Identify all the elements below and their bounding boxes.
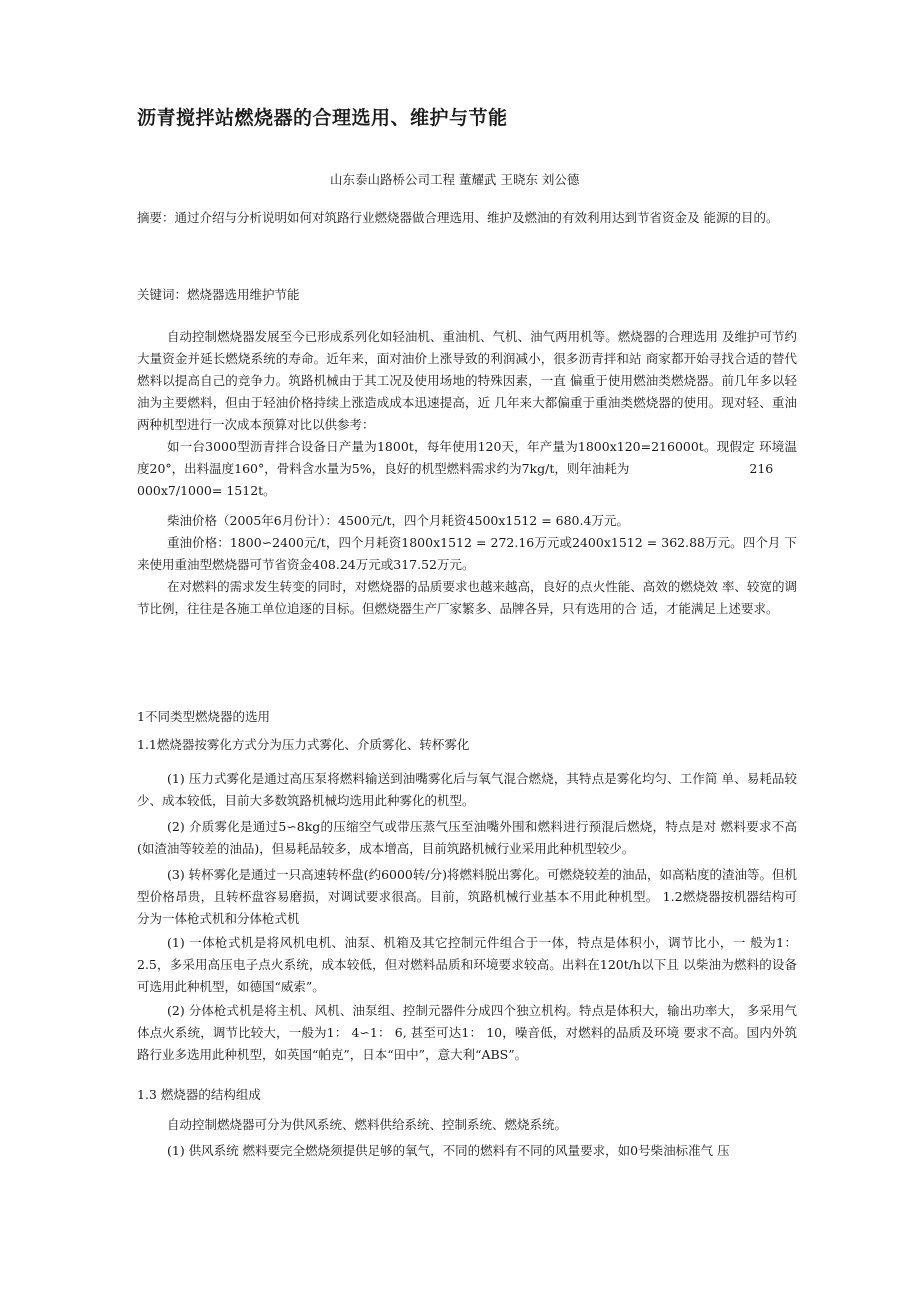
section-heading-1-3: 1.3 燃烧器的结构组成 <box>137 1087 261 1102</box>
intro-paragraph <box>137 436 797 480</box>
document-title: 沥青搅拌站燃烧器的合理选用、维护与节能 <box>137 107 508 129</box>
abstract-paragraph: 摘要：通过介绍与分析说明如何对筑路行业燃烧器做合理选用、维护及燃油的有效利用达到节省资金及 能源的目的。 <box>137 210 779 225</box>
intro-text: 如一台3000型沥青拌合设备日产量为1800t，每年使用120天，年产量为1800x120=216000t。现假定 环境温度20°，出料温度160°，骨料含水量为5%，良好的机型燃料需求约为7kg/t，则年油耗为 <box>137 439 797 476</box>
section-heading-1-1: 1.1燃烧器按雾化方式分为压力式雾化、介质雾化、转杯雾化 <box>137 737 470 752</box>
abstract-block <box>137 207 797 229</box>
list-item: (3) 转杯雾化是通过一只高速转杯盘(约6000转/分)将燃料脱出雾化。可燃烧较差的油品，如高粘度的渣油等。但机型价格昂贵，且转杯盘容易磨损，对调试要求很高。目前，筑路机械行业基本不用此种机型。 1.2燃烧器按机器结构可分为一体枪式机和分体枪式机 <box>137 867 797 926</box>
list-item: (2) 介质雾化是通过5∽8kg的压缩空气或带压蒸气压至油嘴外围和燃料进行预混后燃烧，特点是对 燃料要求不高(如渣油等较差的油品)，但易耗品较多，成本增高，目前筑路机械行业采用此种机型较少。 <box>137 819 797 856</box>
intro-number-fragment: 216 <box>749 461 774 476</box>
list-item: (1) 供风系统 燃料要完全燃烧须提供足够的氧气，不同的燃料有不同的风量要求，如0号柴油标准气 压 <box>167 1143 730 1158</box>
keywords-line: 关键词：燃烧器选用维护节能 <box>137 287 300 302</box>
list-item: (1) 压力式雾化是通过高压泵将燃料输送到油嘴雾化后与氧气混合燃烧，其特点是雾化均匀、工作简 单、易耗品较少、成本较低，目前大多数筑路机械均选用此种雾化的机型。 <box>137 771 797 808</box>
author-line: 山东泰山路桥公司工程 董耀武 王晓东 刘公德 <box>330 172 580 187</box>
intro-paragraph: 000x7/1000= 1512t。 <box>137 483 276 498</box>
structure-intro: 自动控制燃烧器可分为供风系统、燃料供给系统、控制系统、燃烧系统。 <box>167 1117 568 1132</box>
intro-paragraph: 在对燃料的需求发生转变的同时，对燃烧器的品质要求也越来越高，良好的点火性能、高效的燃烧效 率、较宽的调节比例，往往是各施工单位追逐的目标。但燃烧器生产厂家繁多、品牌各异，只有选用的合 适，才能满足上述要求。 <box>137 579 797 616</box>
intro-paragraph: 自动控制燃烧器发展至今已形成系列化如轻油机、重油机、气机、油气两用机等。燃烧器的合理选用 及维护可节约大量资金并延长燃烧系统的寿命。近年来，面对油价上涨导致的利润减小，很多沥青拌和站 商家都开始寻找合适的替代燃料以提高自己的竞争力。筑路机械由于其工况及使用场地的特殊因素，一直 偏重于使用燃油类燃烧器。前几年多以轻油为主要燃料，但由于轻油价格持续上涨造成成本迅速提高，近 几年来大都偏重于重油类燃烧器的使用。现对轻、重油两种机型进行一次成本预算对比以供参考： <box>137 329 797 432</box>
section-heading-1: 1不同类型燃烧器的选用 <box>137 709 270 724</box>
list-item: (2) 分体枪式机是将主机、风机、油泵组、控制元器件分成四个独立机构。特点是体积大，输出功率大， 多采用气体点火系统，调节比较大，一般为1： 4∽1： 6, 甚至可达1： 10，噪音低，对燃料的品质及环境 要求不高。国内外筑路行业多选用此种机型，如英国“帕克”，日本“田中”，意大利“ABS”。 <box>137 1003 797 1062</box>
intro-paragraph: 柴油价格（2005年6月份计）：4500元/t，四个月耗资4500x1512 = 680.4万元。 <box>167 513 629 528</box>
list-item: (1) 一体枪式机是将风机电机、油泵、机箱及其它控制元件组合于一体，特点是体积小，调节比小，一 般为1： 2.5，多采用高压电子点火系统，成本较低，但对燃料品质和环境要求较高。出料在120t/h以下且 以柴油为燃料的设备可选用此种机型，如德国“威索”。 <box>137 935 797 994</box>
intro-section <box>137 326 797 620</box>
structure-section <box>137 1114 797 1162</box>
intro-paragraph: 重油价格：1800∽2400元/t，四个月耗资1800x1512 = 272.16万元或2400x1512 = 362.88万元。四个月 下来使用重油型燃烧器可节省资金408.24万元或317.52万元。 <box>137 535 797 572</box>
atomization-list <box>137 768 797 1066</box>
